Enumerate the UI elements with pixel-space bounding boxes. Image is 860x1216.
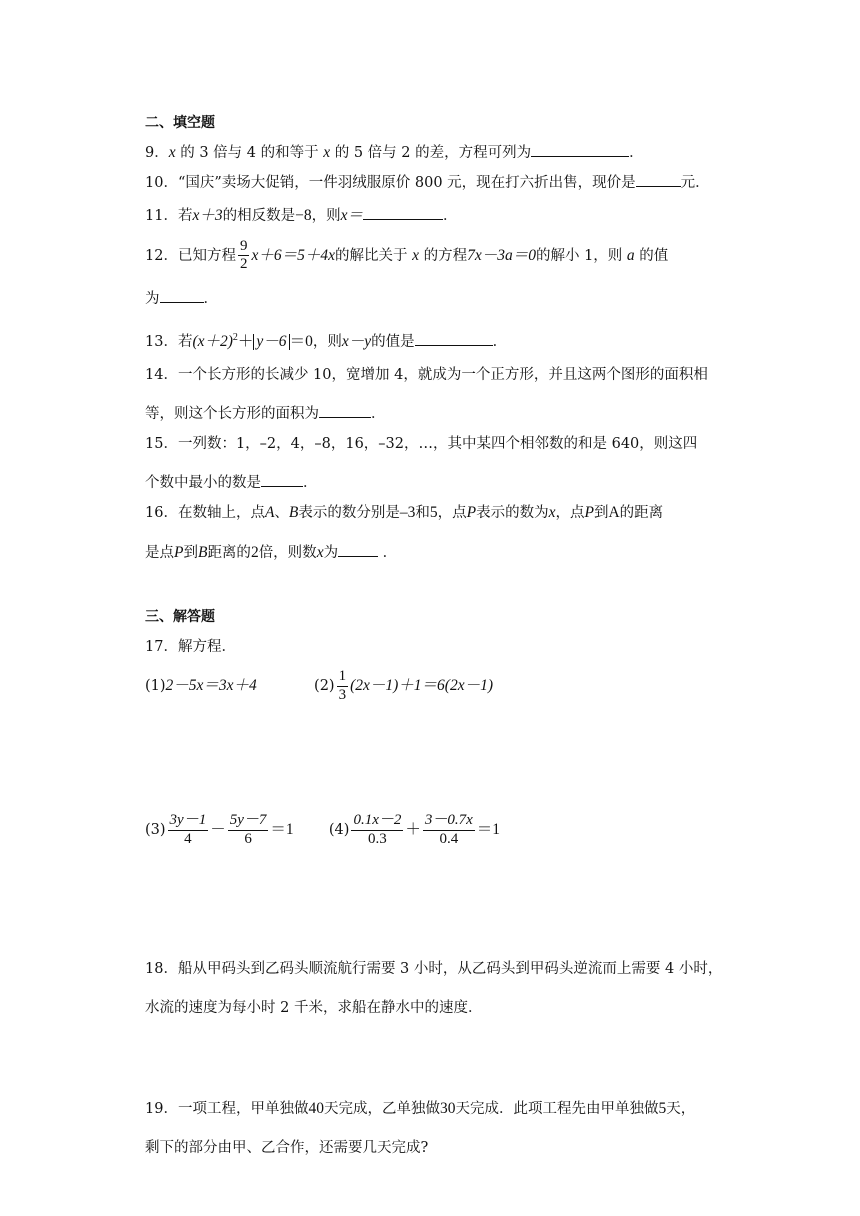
q16-text-1i: 的距离: [619, 505, 664, 521]
q16-text-2b: 到: [183, 545, 198, 561]
q17-part4-fraction-2: [423, 812, 475, 848]
q17-part2-frac-num: 1: [337, 668, 349, 686]
q16-text-1a: 16．在数轴上，点: [145, 505, 265, 521]
q16-num-two: 2: [250, 544, 259, 561]
q17-part4-eq: ＝1: [476, 821, 501, 838]
q16-text-1g: ，点: [555, 505, 585, 521]
q12-end: ．: [203, 291, 218, 307]
question-15: [145, 429, 725, 499]
q12-text-e: 为: [145, 291, 160, 307]
q12-fraction: [238, 238, 250, 274]
q11-number: 11．若: [145, 208, 193, 224]
question-11: [145, 200, 725, 232]
q13-square-term: (x＋2): [192, 332, 233, 350]
q17-part4-label: (4): [328, 822, 350, 838]
q17-part3-label: (3): [145, 822, 166, 838]
q16-end: ．: [378, 545, 398, 561]
q17-part1-label: (1): [145, 678, 166, 694]
q15-line1: 15．一列数：1，–2，4，–8，16，–32，…，其中某四个相邻数的和是 640，则这四: [145, 436, 698, 452]
question-18: [145, 954, 725, 1024]
q16-point-b: B: [288, 504, 299, 521]
q12-frac-den: 2: [239, 256, 248, 273]
question-12: [145, 238, 725, 274]
q16-text-2a: 是点: [145, 545, 174, 561]
q19-text-1b: 天完成，乙单独做: [323, 1101, 440, 1117]
section-title-fill: 二、填空题: [145, 115, 215, 131]
q17-part4-num-1: 0.1x－2: [351, 812, 403, 830]
q17-part2-fraction: [337, 668, 349, 704]
q14-line1: 14．一个长方形的长减少 10，宽增加 4，就成为一个正方形，并且这两个图形的面积相: [145, 367, 708, 383]
q17-part3-num-1: 3y－1: [168, 812, 209, 830]
q15-line2: 个数中最小的数是: [145, 475, 261, 491]
q17-part3-minus: －: [210, 821, 226, 838]
q16-text-2e: 为: [323, 545, 339, 561]
q12-text-d: 的值: [639, 247, 669, 264]
q16-text-1h: 到: [593, 505, 609, 521]
q17-part2-frac-den: 3: [338, 686, 347, 703]
q16-point-a2: A: [608, 504, 620, 521]
q19-text-1a: 19．一项工程，甲单独做: [145, 1101, 309, 1117]
question-17-row2: [145, 810, 725, 850]
q15-end: ．: [303, 475, 318, 491]
q12-equation-1: x＋6＝5＋4x: [251, 246, 335, 264]
q18-line2: 水流的速度为每小时 2 千米，求船在静水中的速度．: [145, 1000, 483, 1016]
q16-point-p2: P: [584, 504, 594, 521]
q13-number: 13．若: [145, 333, 193, 350]
q17-part3-den-1: 4: [184, 830, 192, 847]
q13-expr: x－y: [341, 332, 372, 350]
q9-var-x: x: [168, 144, 176, 161]
q16-num-2: 5: [429, 504, 438, 521]
question-19: [145, 1093, 725, 1164]
q14-answer-blank[interactable]: [319, 402, 371, 418]
q9-text-b: 的 5 倍与 2 的差，方程可列为: [334, 145, 532, 161]
q9-end: ．: [629, 145, 644, 161]
q19-num-2: 30: [439, 1100, 456, 1117]
q19-line2: 剩下的部分由甲、乙合作，还需要几天完成?: [145, 1140, 429, 1156]
q17-part3-fraction-1: [168, 812, 209, 848]
question-16: [145, 497, 725, 569]
q16-text-1b: 、: [274, 505, 289, 521]
q16-text-2d: 倍，则数: [258, 545, 317, 561]
q13-text-e: 的值是: [371, 333, 415, 350]
q9-text-a: 的 3 倍与 4 的和等于: [180, 145, 319, 161]
q17-part1-equation: 2－5x＝3x＋4: [165, 677, 257, 694]
q13-exponent: 2: [232, 332, 238, 343]
question-14: [145, 360, 725, 430]
q16-text-1c: 表示的数分别是: [298, 505, 400, 521]
q17-part2-equation: (2x－1)＋1＝6(2x－1): [350, 677, 493, 694]
q16-num-1: –3: [399, 504, 416, 521]
q11-answer-blank[interactable]: [363, 204, 443, 220]
q13-text-d: ，则: [312, 333, 342, 350]
q17-part3-eq: ＝1: [270, 821, 294, 838]
q17-part2-label: (2): [314, 678, 335, 694]
q10-answer-blank[interactable]: [636, 171, 681, 187]
q16-point-p3: P: [174, 544, 184, 561]
q9-answer-blank[interactable]: [531, 141, 629, 157]
q12-text-c: 的解小 1，则: [535, 247, 623, 264]
q16-var-x2: x: [316, 544, 324, 561]
q10-end: 元．: [680, 175, 710, 191]
q18-line1: 18．船从甲码头到乙码头顺流航行需要 3 小时，从乙码头到甲码头逆流而上需要 4 小时，: [145, 961, 723, 977]
q12-var-x: x: [412, 246, 419, 264]
q13-answer-blank[interactable]: [415, 330, 493, 346]
q16-text-2c: 距离的: [207, 545, 251, 561]
q16-text-1f: 表示的数为: [476, 505, 549, 521]
question-10: [145, 168, 725, 199]
q12-equation-2: 7x－3a＝0: [467, 246, 536, 264]
q12-text-a: 的解比关于: [334, 247, 408, 264]
q11-value: −8: [295, 207, 312, 224]
q12-frac-num: 9: [238, 238, 250, 256]
q16-point-a: A: [264, 504, 275, 521]
q17-part4-num-2: 3－0.7x: [423, 812, 475, 830]
q12-var-a: a: [626, 246, 635, 264]
q17-part4-plus: ＋: [405, 821, 421, 838]
q19-text-1d: 天，: [666, 1101, 696, 1117]
q9-number: 9．: [145, 145, 169, 161]
q12-text-b: 的方程: [423, 247, 468, 264]
q11-expr-x: x＝: [340, 207, 363, 224]
q11-text-a: 的相反数是: [222, 208, 296, 224]
section-title-solve: 三、解答题: [145, 609, 215, 625]
q15-answer-blank[interactable]: [261, 471, 303, 487]
q12-answer-blank[interactable]: [160, 287, 204, 303]
q16-answer-blank[interactable]: [338, 541, 378, 557]
q17-part3-den-2: 6: [244, 830, 252, 847]
q13-eq-zero: ＝0: [289, 332, 313, 350]
question-17-row1: [145, 668, 725, 704]
q13-abs-term: y－6: [253, 334, 289, 350]
q17-part4-fraction-1: [351, 812, 403, 848]
question-9: [145, 137, 725, 169]
question-13: [145, 322, 725, 358]
q10-text: 10．“国庆”卖场大促销，一件羽绒服原价 800 元，现在打六折出售，现价是: [145, 175, 636, 191]
q11-text-b: ，则: [311, 208, 341, 224]
q9-var-x2: x: [323, 144, 331, 161]
q16-var-x: x: [548, 504, 556, 521]
q13-plus: ＋: [237, 332, 254, 350]
q17-part4-den-1: 0.3: [368, 830, 387, 847]
q11-expr: x＋3: [192, 207, 223, 224]
question-17-title: 17．解方程．: [145, 639, 236, 655]
question-12-line2: [145, 284, 725, 315]
q16-point-p: P: [466, 504, 477, 521]
q17-part4-den-2: 0.4: [439, 830, 459, 847]
q12-number: 12．已知方程: [145, 247, 236, 264]
q17-part3-num-2: 5y－7: [228, 812, 269, 830]
q13-end: ．: [492, 333, 508, 350]
q17-part3-fraction-2: [228, 812, 269, 848]
q19-text-1c: 天完成．此项工程先由甲单独做: [455, 1101, 659, 1117]
q19-num-3: 5: [658, 1100, 667, 1117]
q11-end: ．: [442, 208, 458, 224]
q14-end: ．: [371, 406, 386, 422]
q16-text-1d: 和: [415, 505, 430, 521]
q16-text-1e: ，点: [437, 505, 467, 521]
q14-line2: 等，则这个长方形的面积为: [145, 406, 319, 422]
q16-point-b2: B: [197, 544, 208, 561]
q19-num-1: 40: [308, 1100, 324, 1117]
